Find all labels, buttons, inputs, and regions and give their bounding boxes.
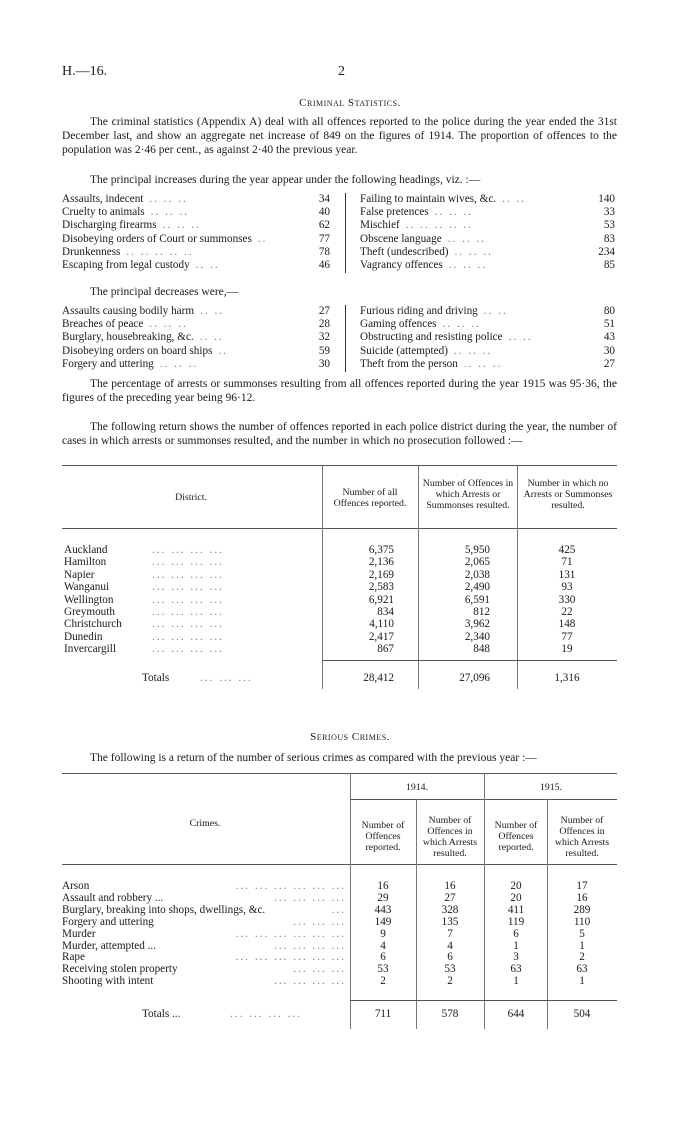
offence-label <box>62 345 304 358</box>
serious-totals-label: Totals ... <box>142 1008 181 1020</box>
offence-change-count: 30 <box>318 357 330 370</box>
offence-change-count: 27 <box>603 357 615 370</box>
offence-change-count: 85 <box>603 258 615 271</box>
leader-dots: ... ... ... ... ... ... <box>235 880 346 892</box>
leader-dots: .. .. <box>195 258 220 271</box>
offence-name: Failing to maintain wives, &c. <box>360 193 497 205</box>
arrests-1915-value: 289 <box>573 903 591 916</box>
district-name: Invercargill <box>64 643 116 656</box>
crime-name: Murder, attempted ... <box>62 939 156 952</box>
criminal-statistics-title: Criminal Statistics. <box>299 97 401 109</box>
increases-right-list <box>360 193 615 272</box>
arrests-1915-value: 110 <box>573 915 591 928</box>
offence-label <box>62 246 304 259</box>
offence-change-count: 83 <box>603 232 615 245</box>
reported-1915-value: 20 <box>510 891 522 904</box>
list-item <box>62 193 330 206</box>
reported-1914-value: 9 <box>380 927 386 940</box>
offence-label <box>360 305 589 318</box>
list-item <box>360 219 615 232</box>
offence-change-count: 77 <box>318 232 330 245</box>
list-item <box>62 259 330 272</box>
offence-label <box>62 331 304 344</box>
offence-label <box>360 318 589 331</box>
serious-total-arrests-1915: 504 <box>573 1008 591 1020</box>
reported-1915-header: Number of Offences reported. <box>494 820 538 853</box>
reported-1914-value: 6 <box>380 951 386 964</box>
district-name: Dunedin <box>64 630 103 643</box>
offence-change-count: 140 <box>598 193 615 205</box>
list-item <box>360 206 615 219</box>
district-name: Christchurch <box>64 618 122 631</box>
serious-total-reported-1915: 644 <box>507 1008 525 1020</box>
offence-name: Cruelty to animals <box>62 206 145 219</box>
arrests-value: 2,065 <box>464 556 490 569</box>
leader-dots: .. .. .. <box>448 258 488 271</box>
no-arrests-header: Number in which no Arrests or Summonses resulted. <box>523 478 613 511</box>
leader-dots: .. <box>257 232 268 245</box>
document-reference: H.—16. <box>62 64 108 79</box>
leader-dots: .. .. .. <box>442 318 481 331</box>
offences-reported-value: 2,583 <box>368 581 394 594</box>
offence-label <box>360 193 589 206</box>
leader-dots: ... ... ... ... <box>152 568 224 581</box>
offence-name: Theft (undescribed) <box>360 245 449 258</box>
offence-name: Disobeying orders on board ships <box>62 344 213 357</box>
reported-1915-value: 63 <box>510 963 522 976</box>
serious-crimes-title: Serious Crimes. <box>310 731 390 743</box>
serious-total-arrests-1914: 578 <box>441 1008 459 1020</box>
arrests-1914-value: 27 <box>444 891 456 904</box>
leader-dots: .. .. .. .. .. <box>405 219 473 232</box>
offence-change-count: 59 <box>318 344 330 357</box>
offence-change-count: 46 <box>318 258 330 271</box>
leader-dots: ... ... ... <box>293 915 346 928</box>
offence-label <box>62 206 304 219</box>
offence-name: False pretences <box>360 206 429 219</box>
serious-total-reported-1914: 711 <box>374 1008 392 1020</box>
offence-change-count: 40 <box>318 206 330 219</box>
leader-dots: .. .. <box>199 331 224 344</box>
offence-name: Escaping from legal custody <box>62 258 190 271</box>
leader-dots: .. .. <box>508 331 533 344</box>
district-totals-label: Totals <box>142 672 170 684</box>
criminal-intro-paragraph: The criminal statistics (Appendix A) deal with all offences reported to the police during the year ended the 31st December last, and show an aggregate net increase of 849 on the figures of 1914. The proportion of offences to the population was 2·46 per cent., as against 2·40 the previous year. <box>62 116 617 156</box>
leader-dots: ... ... ... ... ... ... <box>235 927 346 940</box>
reported-1914-value: 443 <box>374 903 392 916</box>
list-item <box>360 305 615 318</box>
arrests-1915-value: 16 <box>576 891 588 904</box>
offences-reported-value: 6,921 <box>368 593 394 606</box>
list-item <box>62 331 330 344</box>
district-total-no-arrests: 1,316 <box>554 672 580 684</box>
arrests-1914-value: 2 <box>447 975 453 988</box>
list-item <box>62 318 330 331</box>
offence-name: Theft from the person <box>360 357 458 370</box>
no-arrests-value: 77 <box>561 630 573 643</box>
crimes-column-header: Crimes. <box>189 818 221 829</box>
offence-name: Assaults causing bodily harm <box>62 305 195 317</box>
offence-label <box>62 305 304 318</box>
list-item <box>62 219 330 232</box>
arrests-1914-value: 6 <box>447 951 453 964</box>
offence-name: Breaches of peace <box>62 318 144 331</box>
arrests-value: 848 <box>473 643 490 656</box>
offence-name: Assaults, indecent <box>62 193 144 205</box>
crime-name: Arson <box>62 880 90 892</box>
offences-reported-value: 834 <box>377 606 394 618</box>
offence-change-count: 78 <box>318 245 330 258</box>
offence-change-count: 32 <box>318 331 330 344</box>
arrests-1914-value: 53 <box>444 963 456 976</box>
list-item <box>360 193 615 206</box>
district-column-header: District. <box>175 492 207 503</box>
leader-dots: ... ... ... ... <box>152 606 224 618</box>
leader-dots: .. .. .. <box>454 245 493 258</box>
reported-1914-value: 149 <box>374 915 392 928</box>
leader-dots: .. .. <box>483 305 508 317</box>
arrests-value: 6,591 <box>464 593 490 606</box>
offence-name: Mischief <box>360 219 400 232</box>
district-total-reported: 28,412 <box>363 672 394 684</box>
offence-label <box>360 206 589 219</box>
list-item <box>62 246 330 259</box>
offence-name: Forgery and uttering <box>62 357 154 370</box>
district-name: Wellington <box>64 593 114 606</box>
district-name: Auckland <box>64 544 108 556</box>
arrests-1915-value: 5 <box>579 927 585 940</box>
arrests-value: 812 <box>473 606 490 618</box>
leader-dots: .. .. <box>502 193 527 205</box>
crime-name: Assault and robbery ... <box>62 891 164 904</box>
leader-dots: ... ... ... ... <box>274 975 346 988</box>
leader-dots: .. .. .. <box>150 206 190 219</box>
list-item <box>360 233 615 246</box>
reported-1915-value: 3 <box>513 951 519 964</box>
leader-dots: ... ... ... ... <box>152 618 224 631</box>
offence-name: Gaming offences <box>360 318 437 331</box>
district-name: Hamilton <box>64 556 107 569</box>
reported-1915-value: 119 <box>507 915 525 928</box>
list-item <box>62 206 330 219</box>
no-arrests-value: 93 <box>561 581 573 594</box>
no-arrests-value: 19 <box>561 643 573 656</box>
list-item <box>62 233 330 246</box>
arrests-1915-value: 17 <box>576 880 588 892</box>
reported-1915-value: 20 <box>510 880 522 892</box>
leader-dots: .. .. .. <box>434 206 474 219</box>
offence-label <box>360 358 589 371</box>
arrests-value: 5,950 <box>464 544 490 556</box>
offence-change-count: 53 <box>603 219 615 232</box>
offences-reported-header: Number of all Offences reported. <box>333 487 407 509</box>
arrests-1915-value: 63 <box>576 963 588 976</box>
leader-dots: .. .. .. <box>447 232 487 245</box>
leader-dots: .. .. .. <box>159 357 199 370</box>
offence-change-count: 62 <box>318 219 330 232</box>
list-item <box>360 331 615 344</box>
list-item <box>360 259 615 272</box>
leader-dots: .. .. .. <box>149 318 188 331</box>
list-item <box>360 246 615 259</box>
leader-dots: ... ... ... <box>293 963 346 976</box>
leader-dots: ... ... ... ... <box>274 939 346 952</box>
list-item <box>62 345 330 358</box>
arrests-1915-value: 2 <box>579 951 585 964</box>
no-arrests-value: 330 <box>558 593 576 606</box>
offence-label <box>62 259 304 272</box>
page-number: 2 <box>338 64 345 79</box>
offence-name: Vagrancy offences <box>360 258 443 271</box>
reported-1914-value: 4 <box>380 939 386 952</box>
reported-1914-value: 16 <box>377 880 389 892</box>
arrests-1915-value: 1 <box>579 975 585 988</box>
leader-dots: ... ... ... ... <box>152 581 224 594</box>
arrests-1914-value: 7 <box>447 927 453 940</box>
offence-label <box>360 219 589 232</box>
arrests-value: 2,038 <box>464 568 490 581</box>
leader-dots: ... ... ... ... <box>152 643 224 656</box>
reported-1914-value: 2 <box>380 975 386 988</box>
crime-name: Rape <box>62 951 85 964</box>
arrests-1914-value: 328 <box>441 903 459 916</box>
crime-name: Receiving stolen property <box>62 963 178 976</box>
offence-label <box>360 246 589 259</box>
leader-dots: ... ... ... ... <box>152 630 224 643</box>
reported-1915-value: 1 <box>513 975 519 988</box>
arrests-1915-value: 1 <box>579 939 585 952</box>
leader-dots: ... ... ... ... ... ... <box>235 951 346 964</box>
column-divider <box>345 305 346 372</box>
leader-dots: .. .. .. <box>162 219 201 232</box>
arrests-value: 2,340 <box>464 630 490 643</box>
offence-name: Furious riding and driving <box>360 305 478 317</box>
arrests-1914-value: 135 <box>441 915 459 928</box>
offence-change-count: 34 <box>318 193 330 205</box>
offence-change-count: 234 <box>598 245 615 258</box>
leader-dots: ... ... ... ... <box>152 593 224 606</box>
reported-1914-value: 53 <box>377 963 389 976</box>
offence-label <box>360 345 589 358</box>
district-name: Greymouth <box>64 606 115 618</box>
list-item <box>360 345 615 358</box>
column-divider <box>345 193 346 273</box>
decreases-left-list <box>62 305 330 371</box>
no-arrests-value: 148 <box>558 618 576 631</box>
offences-reported-value: 2,417 <box>368 630 394 643</box>
decreases-intro: The principal decreases were,— <box>90 286 239 298</box>
offence-label <box>62 219 304 232</box>
list-item <box>62 358 330 371</box>
reported-1914-header: Number of Offences reported. <box>361 820 405 853</box>
no-arrests-value: 425 <box>558 544 576 556</box>
no-arrests-value: 71 <box>561 556 573 569</box>
year-1914-header: 1914. <box>405 782 429 793</box>
leader-dots: ... <box>331 903 346 916</box>
leader-dots: .. .. .. <box>463 357 503 370</box>
no-arrests-value: 22 <box>561 606 573 618</box>
leader-dots: .. .. .. <box>453 344 493 357</box>
increases-intro: The principal increases during the year appear under the following headings, viz. :— <box>90 174 481 186</box>
offence-name: Burglary, housebreaking, &c. <box>62 331 194 344</box>
leader-dots: .. .. .. <box>149 193 188 205</box>
offence-label <box>62 318 304 331</box>
year-1915-header: 1915. <box>539 782 563 793</box>
totals-leader-dots: ... ... ... <box>200 672 253 684</box>
totals-leader-dots: ... ... ... ... <box>230 1008 302 1020</box>
decreases-right-list <box>360 305 615 371</box>
leader-dots: .. .. .. .. .. <box>126 245 194 258</box>
offence-change-count: 33 <box>603 206 615 219</box>
offence-label <box>62 233 304 246</box>
serious-crimes-intro: The following is a return of the number of serious crimes as compared with the previous year :— <box>90 752 537 764</box>
reported-1915-value: 6 <box>513 927 519 940</box>
offences-reported-value: 2,136 <box>368 556 394 569</box>
increases-left-list <box>62 193 330 272</box>
arrests-1915-header: Number of Offences in which Arrests resulted. <box>554 815 610 859</box>
offences-reported-value: 867 <box>377 643 394 656</box>
reported-1915-value: 411 <box>507 903 525 916</box>
list-item <box>360 358 615 371</box>
no-arrests-value: 131 <box>558 568 576 581</box>
offence-name: Drunkenness <box>62 245 121 258</box>
arrests-1914-header: Number of Offences in which Arrests resulted. <box>422 815 478 859</box>
leader-dots: .. .. <box>200 305 225 317</box>
arrests-percentage-paragraph: The percentage of arrests or summonses resulting from all offences reported during the year 1915 was 95·36, the figures of the preceding year being 96·12. <box>62 378 617 404</box>
offence-change-count: 30 <box>603 344 615 357</box>
leader-dots: .. <box>218 344 228 357</box>
leader-dots: ... ... ... ... <box>152 556 224 569</box>
offence-change-count: 28 <box>318 318 330 331</box>
crime-name: Forgery and uttering <box>62 915 154 928</box>
crime-name: Murder <box>62 927 96 940</box>
district-total-arrests: 27,096 <box>459 672 490 684</box>
crime-name: Shooting with intent <box>62 975 154 988</box>
arrests-value: 3,962 <box>464 618 490 631</box>
arrests-1914-value: 4 <box>447 939 453 952</box>
offence-label <box>62 193 304 206</box>
offence-name: Disobeying orders of Court or summonses <box>62 232 252 245</box>
offences-reported-value: 2,169 <box>368 568 394 581</box>
list-item <box>62 305 330 318</box>
offence-name: Obstructing and resisting police <box>360 331 503 344</box>
offence-label <box>360 331 589 344</box>
offence-name: Obscene language <box>360 232 442 245</box>
district-return-paragraph: The following return shows the number of offences reported in each police district during the year, the number of cases in which arrests or summonses resulted, and the number in which no prosecution followed :— <box>62 421 617 447</box>
offence-change-count: 43 <box>603 331 615 344</box>
offence-label <box>360 259 589 272</box>
reported-1914-value: 29 <box>377 891 389 904</box>
offence-change-count: 51 <box>603 318 615 331</box>
leader-dots: ... ... ... ... <box>274 891 346 904</box>
arrests-resulted-header: Number of Offences in which Arrests or Summonses resulted. <box>422 478 514 511</box>
district-name: Napier <box>64 568 95 581</box>
offence-label <box>360 233 589 246</box>
arrests-value: 2,490 <box>464 581 490 594</box>
offences-reported-value: 6,375 <box>368 544 394 556</box>
reported-1915-value: 1 <box>513 939 519 952</box>
offence-name: Discharging firearms <box>62 219 157 232</box>
crime-name: Burglary, breaking into shops, dwellings, &c. <box>62 903 266 916</box>
leader-dots: ... ... ... ... <box>152 544 224 556</box>
offence-label <box>62 358 304 371</box>
district-name: Wanganui <box>64 581 110 594</box>
offence-change-count: 80 <box>603 305 615 317</box>
offences-reported-value: 4,110 <box>369 618 394 631</box>
offence-change-count: 27 <box>318 305 330 317</box>
list-item <box>360 318 615 331</box>
arrests-1914-value: 16 <box>444 880 456 892</box>
offence-name: Suicide (attempted) <box>360 344 448 357</box>
